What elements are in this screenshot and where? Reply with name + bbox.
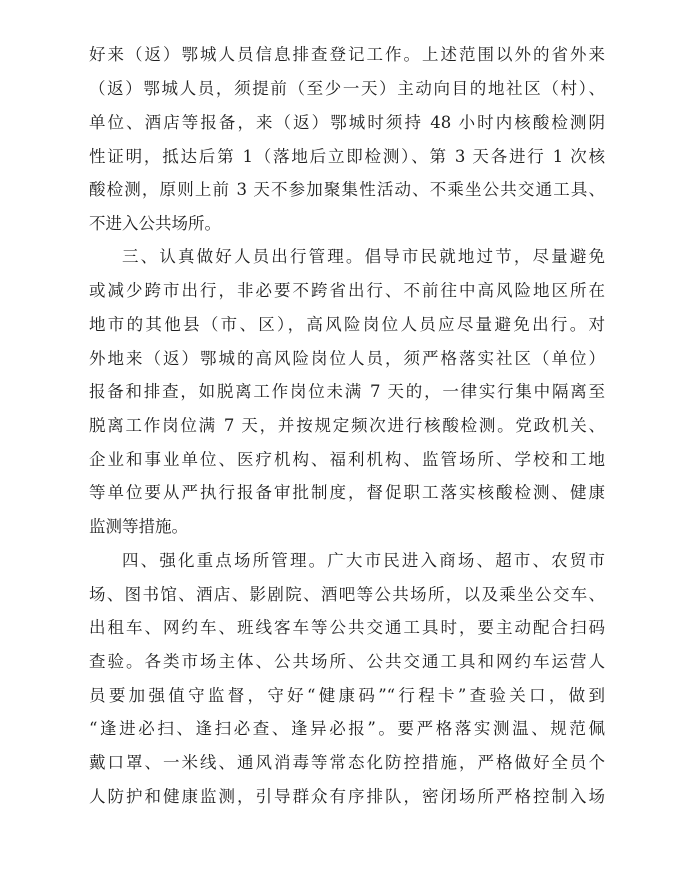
text-line: 员要加强值守监督，守好“健康码”“行程卡”查验关口，做到: [89, 686, 605, 705]
text-line: 外地来（返）鄂城的高风险岗位人员，须严格落实社区（单位）: [89, 349, 605, 368]
text-line: 人防护和健康监测，引导群众有序排队，密闭场所严格控制入场: [89, 787, 605, 806]
text-line: 不进入公共场所。: [89, 214, 221, 233]
text-line: 酸检测，原则上前 3 天不参加聚集性活动、不乘坐公共交通工具、: [89, 180, 605, 199]
text-line: 地市的其他县（市、区），高风险岗位人员应尽量避免出行。对: [89, 315, 605, 334]
text-line: “逢进必扫、逢扫必查、逢异必报”。要严格落实测温、规范佩: [89, 719, 605, 738]
section-heading-line: 三、认真做好人员出行管理。倡导市民就地过节，尽量避免: [122, 247, 605, 266]
text-line: 场、图书馆、酒店、影剧院、酒吧等公共场所，以及乘坐公交车、: [89, 585, 605, 604]
text-line: 查验。各类市场主体、公共场所、公共交通工具和网约车运营人: [89, 652, 605, 671]
text-line: （返）鄂城人员，须提前（至少一天）主动向目的地社区（村）、: [89, 79, 605, 98]
text-line: 等单位要从严执行报备审批制度，督促职工落实核酸检测、健康: [89, 483, 605, 502]
text-line: 戴口罩、一米线、通风消毒等常态化防控措施，严格做好全员个: [89, 753, 605, 772]
text-line: 或减少跨市出行，非必要不跨省出行、不前往中高风险地区所在: [89, 281, 605, 300]
text-line: 报备和排查，如脱离工作岗位未满 7 天的，一律实行集中隔离至: [89, 382, 605, 401]
section-heading-line: 四、强化重点场所管理。广大市民进入商场、超市、农贸市: [122, 551, 605, 570]
text-line: 性证明，抵达后第 1（落地后立即检测）、第 3 天各进行 1 次核: [89, 147, 605, 166]
text-line: 脱离工作岗位满 7 天，并按规定频次进行核酸检测。党政机关、: [89, 416, 605, 435]
text-line: 好来（返）鄂城人员信息排查登记工作。上述范围以外的省外来: [89, 45, 605, 64]
text-line: 单位、酒店等报备，来（返）鄂城时须持 48 小时内核酸检测阴: [89, 113, 605, 132]
text-line: 监测等措施。: [89, 517, 188, 536]
text-line: 企业和事业单位、医疗机构、福利机构、监管场所、学校和工地: [89, 450, 605, 469]
text-line: 出租车、网约车、班线客车等公共交通工具时，要主动配合扫码: [89, 618, 605, 637]
